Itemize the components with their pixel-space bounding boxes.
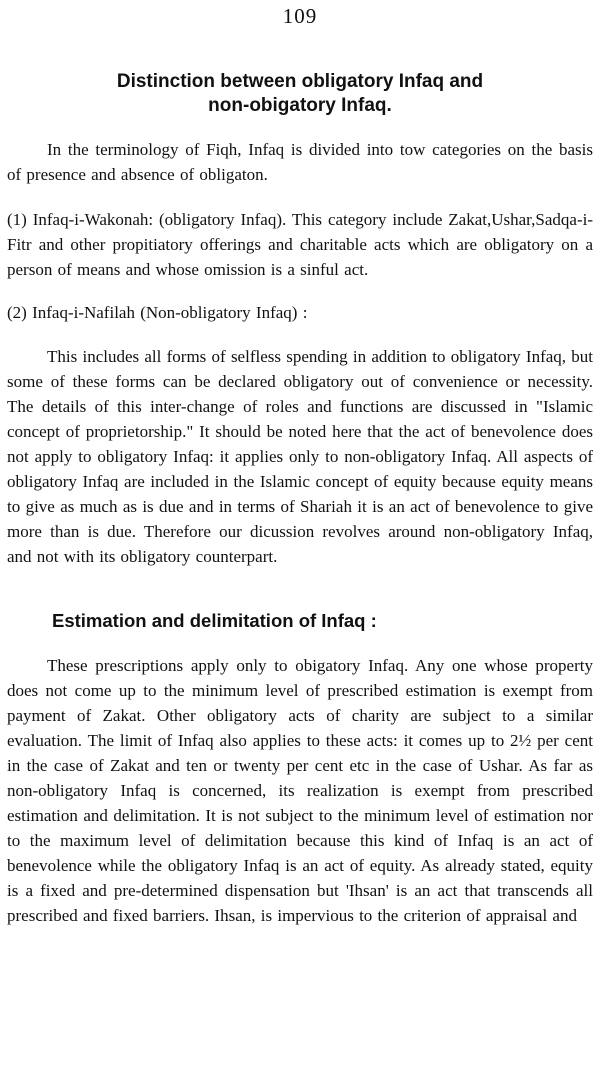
non-obligatory-paragraph: This includes all forms of selfless spending in addition to obligatory Infaq, but some of these forms can be declared obligatory out of convenience or necessity. The details of this inter-change of roles and functions are discussed in "Islamic concept of proprietorship." It should be noted here that the act of benevolence does not apply to obligatory Infaq: it applies only to non-obligatory Infaq. All aspects of obligatory Infaq are included in the Islamic concept of equity because equity means to give as much as is due and in terms of Shariah it is an act of benevolence to give more than is due. Therefore our dicussion revolves around non-obligatory Infaq, and not with its obligatory counterpart. bbox=[7, 347, 593, 566]
heading-line-2: non-obigatory Infaq. bbox=[208, 95, 392, 116]
category-item-2: (2) Infaq-i-Nafilah (Non-obligatory Infaq) : bbox=[7, 303, 308, 322]
section-heading-distinction bbox=[7, 70, 593, 118]
heading-line-1: Distinction between obligatory Infaq and bbox=[116, 71, 484, 92]
section-heading-estimation: Estimation and delimitation of Infaq : bbox=[52, 610, 377, 631]
page-number: 109 bbox=[282, 4, 318, 28]
estimation-paragraph: These prescriptions apply only to obigatory Infaq. Any one whose property does not come up to the minimum level of prescribed estimation is exempt from payment of Zakat. Other obligatory acts of charity are subject to a similar evaluation. The limit of Infaq also applies to these acts: it comes up to 2½ per cent in the case of Zakat and ten or twenty per cent etc in the case of Ushar. As far as non-obligatory Infaq is concerned, its realization is exempt from prescribed estimation and delimitation. It is not subject to the minimum level of estimation nor to the maximum level of delimitation because this kind of Infaq is an act of benevolence while the obligatory Infaq is an act of equity. As already stated, equity is a fixed and pre-determined dispensation but 'Ihsan' is an act that transcends all prescribed and fixed barriers. Ihsan, is impervious to the criterion of appraisal and bbox=[7, 656, 593, 925]
intro-paragraph: In the terminology of Fiqh, Infaq is divided into tow categories on the basis of presence and absence of obligaton. bbox=[7, 140, 593, 184]
category-item-1: (1) Infaq-i-Wakonah: (obligatory Infaq). This category include Zakat,Ushar,Sadqa-i-Fitr and other propitiatory offerings and charitable acts which are obligatory on a person of means and whose omission is a sinful act. bbox=[7, 210, 593, 279]
